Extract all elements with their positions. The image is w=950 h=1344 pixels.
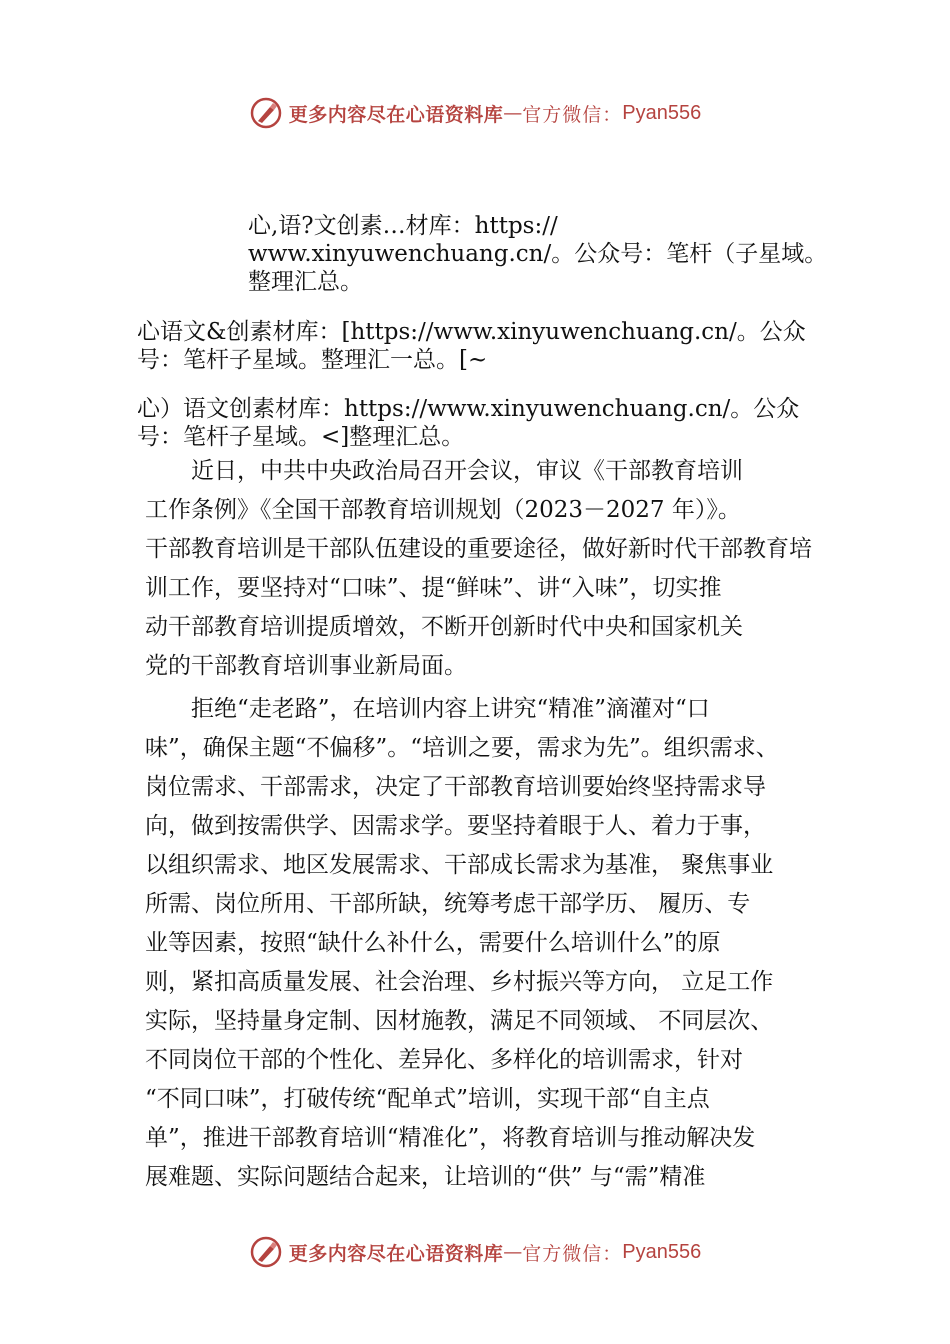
source-note-2 (137, 318, 806, 374)
paragraph-line: 业等因素，按照“缺什么补什么，需要什么培训什么”的原 (145, 930, 721, 956)
banner-dash: — (503, 1241, 523, 1263)
paragraph-line: 干部教育培训是干部队伍建设的重要途径，做好新时代干部教育培 (145, 536, 812, 562)
header-watermark-banner (0, 93, 950, 133)
paragraph-line: 党的干部教育培训事业新局面。 (145, 653, 467, 679)
banner-text: 更多内容尽在心语资料库 (288, 103, 504, 126)
body-paragraph-1 (145, 452, 812, 686)
pen-nib-logo-icon (249, 1235, 283, 1269)
paragraph-line: 岗位需求、干部需求，决定了干部教育培训要始终坚持需求导 (145, 774, 766, 800)
paragraph-line: 则，紧扣高质量发展、社会治理、乡村振兴等方向， 立足工作 (145, 969, 774, 995)
paragraph-line: 实际，坚持量身定制、因材施教，满足不同领域、 不同层次、 (145, 1008, 774, 1034)
source-note-line: 心语文&创素材库：[https://www.xinyuwenchuang.cn/。公众 (137, 319, 806, 345)
paragraph-line: “不同口味”，打破传统“配单式”培训，实现干部“自主点 (145, 1086, 710, 1112)
source-note-1 (248, 212, 827, 296)
paragraph-line: 训工作，要坚持对“口味”、提“鲜味”、讲“入味”，切实推 (145, 575, 722, 601)
banner-wechat-label: 官方微信： (522, 103, 623, 126)
paragraph-line: 展难题、实际问题结合起来，让培训的“供” 与“需”精准 (145, 1164, 706, 1190)
paragraph-line: 拒绝“走老路”，在培训内容上讲究“精准”滴灌对“口 (145, 696, 710, 722)
banner-wechat-id: Pyan556 (622, 101, 702, 124)
source-note-line: 心,语?文创素…材库：https:// (248, 213, 558, 239)
banner-wechat-id: Pyan556 (622, 1240, 702, 1263)
banner-dash: — (503, 102, 523, 124)
footer-watermark-banner (0, 1232, 950, 1272)
banner-wechat-label: 官方微信： (522, 1242, 623, 1265)
paragraph-line: 所需、岗位所用、干部所缺，统筹考虑干部学历、 履历、专 (145, 891, 751, 917)
paragraph-line: 动干部教育培训提质增效，不断开创新时代中央和国家机关 (145, 614, 743, 640)
paragraph-line: 以组织需求、地区发展需求、干部成长需求为基准， 聚焦事业 (145, 852, 774, 878)
paragraph-line: 工作条例》《全国干部教育培训规划（2023－2027 年）》。 (145, 497, 741, 523)
source-note-line: 整理汇总。 (248, 269, 363, 295)
source-note-3 (137, 395, 799, 451)
banner-text: 更多内容尽在心语资料库 (288, 1242, 504, 1265)
source-note-line: 心）语文创素材库：https://www.xinyuwenchuang.cn/。公众 (137, 396, 800, 422)
paragraph-line: 向，做到按需供学、因需求学。要坚持着眼于人、着力于事， (145, 813, 766, 839)
paragraph-line: 不同岗位干部的个性化、差异化、多样化的培训需求，针对 (145, 1047, 743, 1073)
paragraph-line: 味”，确保主题“不偏移”。“培训之要，需求为先”。组织需求、 (145, 735, 779, 761)
source-note-line: 号：笔杆子星域。整理汇一总。[~ (137, 347, 488, 373)
paragraph-line: 单”，推进干部教育培训“精准化”，将教育培训与推动解决发 (145, 1125, 756, 1151)
pen-nib-logo-icon (249, 96, 283, 130)
source-note-line: 号：笔杆子星域。<]整理汇总。 (137, 424, 465, 450)
body-paragraph-2 (145, 690, 779, 1197)
source-note-line: www.xinyuwenchuang.cn/。公众号：笔杆（子星域。 (248, 241, 828, 267)
paragraph-line: 近日，中共中央政治局召开会议，审议《干部教育培训 (145, 458, 743, 484)
